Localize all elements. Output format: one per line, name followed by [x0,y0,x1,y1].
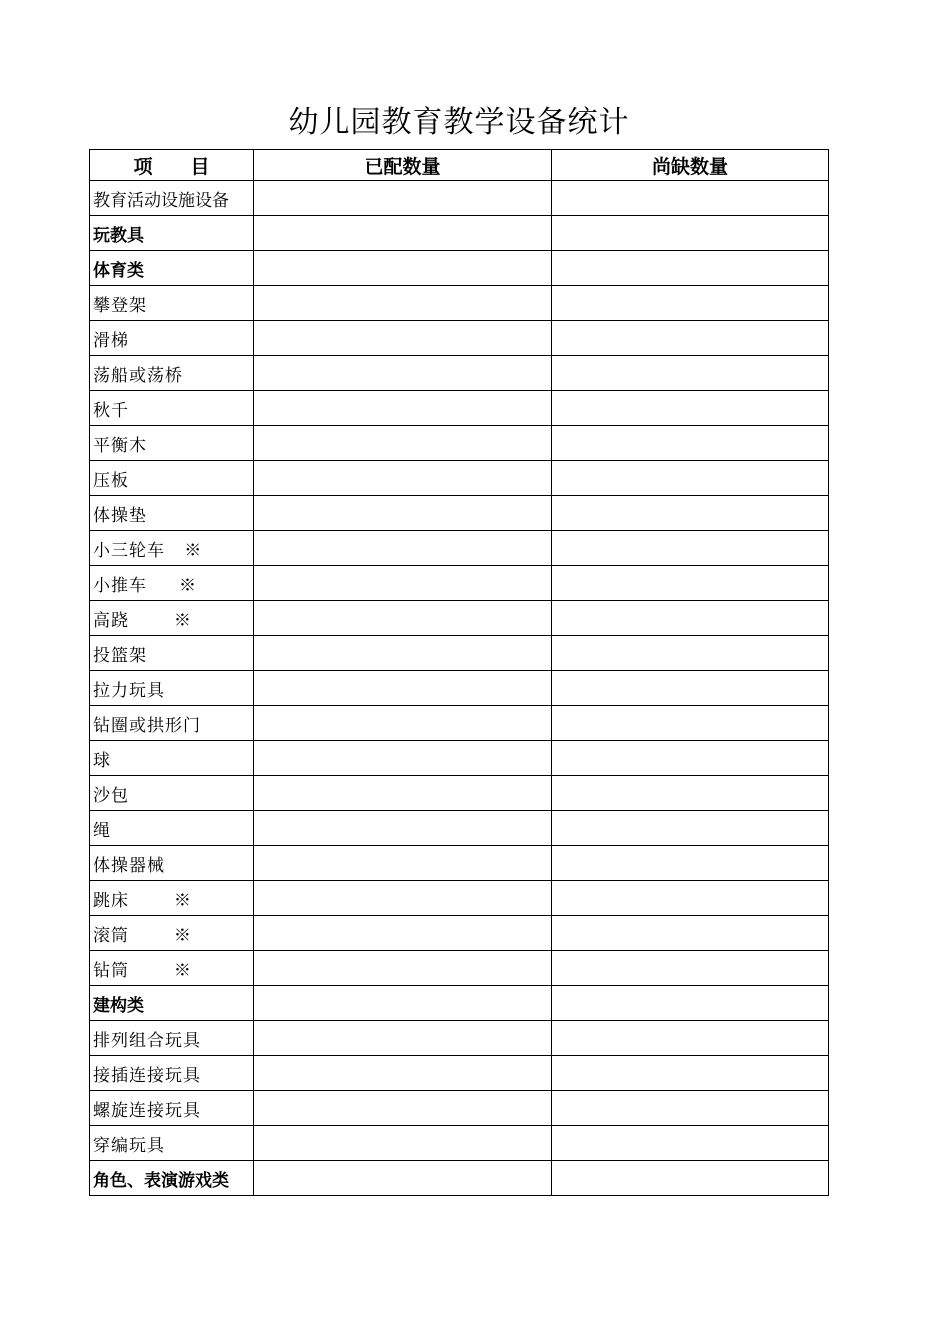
missing-count-cell [552,181,829,216]
configured-count-cell [254,706,552,741]
missing-count-cell [552,881,829,916]
configured-count-cell [254,1161,552,1196]
configured-count-cell [254,391,552,426]
configured-count-cell [254,461,552,496]
row-label: 跳床 ※ [90,881,254,916]
configured-count-cell [254,251,552,286]
table-row [90,461,829,496]
configured-count-cell [254,986,552,1021]
row-label: 球 [90,741,254,776]
header-missing-count: 尚缺数量 [552,150,829,181]
table-row [90,216,829,251]
table-row [90,881,829,916]
missing-count-cell [552,566,829,601]
missing-count-cell [552,1056,829,1091]
configured-count-cell [254,811,552,846]
configured-count-cell [254,321,552,356]
missing-count-cell [552,636,829,671]
row-label: 绳 [90,811,254,846]
row-label: 接插连接玩具 [90,1056,254,1091]
missing-count-cell [552,531,829,566]
configured-count-cell [254,951,552,986]
table-row [90,496,829,531]
table-row [90,951,829,986]
row-label: 体操垫 [90,496,254,531]
row-label: 玩教具 [90,216,254,251]
row-label: 建构类 [90,986,254,1021]
row-label: 平衡木 [90,426,254,461]
missing-count-cell [552,1091,829,1126]
missing-count-cell [552,321,829,356]
missing-count-cell [552,496,829,531]
configured-count-cell [254,636,552,671]
row-label: 投篮架 [90,636,254,671]
configured-count-cell [254,1021,552,1056]
row-label: 压板 [90,461,254,496]
table-row [90,356,829,391]
row-label: 攀登架 [90,286,254,321]
configured-count-cell [254,776,552,811]
equipment-table [89,149,829,1196]
missing-count-cell [552,461,829,496]
missing-count-cell [552,671,829,706]
table-row [90,391,829,426]
table-row [90,321,829,356]
table-row [90,1161,829,1196]
row-label: 荡船或荡桥 [90,356,254,391]
missing-count-cell [552,951,829,986]
table-row [90,986,829,1021]
configured-count-cell [254,286,552,321]
row-label: 钻圈或拱形门 [90,706,254,741]
missing-count-cell [552,601,829,636]
table-row [90,706,829,741]
row-label: 秋千 [90,391,254,426]
table-row [90,426,829,461]
missing-count-cell [552,391,829,426]
row-label: 沙包 [90,776,254,811]
missing-count-cell [552,706,829,741]
row-label: 滑梯 [90,321,254,356]
row-label: 角色、表演游戏类 [90,1161,254,1196]
table-row [90,811,829,846]
missing-count-cell [552,916,829,951]
missing-count-cell [552,1126,829,1161]
table-row [90,846,829,881]
table-row [90,741,829,776]
table-row [90,1056,829,1091]
missing-count-cell [552,251,829,286]
configured-count-cell [254,1056,552,1091]
missing-count-cell [552,776,829,811]
table-row [90,776,829,811]
configured-count-cell [254,916,552,951]
table-row [90,531,829,566]
table-row [90,636,829,671]
table-row [90,916,829,951]
missing-count-cell [552,811,829,846]
row-label: 高跷 ※ [90,601,254,636]
table-row [90,1091,829,1126]
configured-count-cell [254,1091,552,1126]
table-body [90,181,829,1196]
row-label: 体育类 [90,251,254,286]
missing-count-cell [552,286,829,321]
table-row [90,671,829,706]
missing-count-cell [552,356,829,391]
page-title: 幼儿园教育教学设备统计 [288,105,630,140]
configured-count-cell [254,216,552,251]
row-label: 穿编玩具 [90,1126,254,1161]
row-label: 滚筒 ※ [90,916,254,951]
configured-count-cell [254,601,552,636]
configured-count-cell [254,881,552,916]
table-row [90,181,829,216]
table-row [90,601,829,636]
header-item: 项 目 [90,150,254,181]
configured-count-cell [254,1126,552,1161]
configured-count-cell [254,426,552,461]
table-header-row [90,150,829,181]
missing-count-cell [552,1021,829,1056]
row-label: 螺旋连接玩具 [90,1091,254,1126]
configured-count-cell [254,741,552,776]
configured-count-cell [254,181,552,216]
missing-count-cell [552,216,829,251]
missing-count-cell [552,986,829,1021]
missing-count-cell [552,846,829,881]
missing-count-cell [552,741,829,776]
row-label: 教育活动设施设备 [90,181,254,216]
row-label: 钻筒 ※ [90,951,254,986]
row-label: 体操器械 [90,846,254,881]
row-label: 拉力玩具 [90,671,254,706]
configured-count-cell [254,846,552,881]
table-row [90,1126,829,1161]
row-label: 小推车 ※ [90,566,254,601]
table-row [90,1021,829,1056]
table-row [90,251,829,286]
configured-count-cell [254,496,552,531]
table-row [90,566,829,601]
row-label: 小三轮车 ※ [90,531,254,566]
row-label: 排列组合玩具 [90,1021,254,1056]
header-configured-count: 已配数量 [254,150,552,181]
missing-count-cell [552,426,829,461]
configured-count-cell [254,671,552,706]
configured-count-cell [254,356,552,391]
configured-count-cell [254,566,552,601]
missing-count-cell [552,1161,829,1196]
configured-count-cell [254,531,552,566]
table-row [90,286,829,321]
